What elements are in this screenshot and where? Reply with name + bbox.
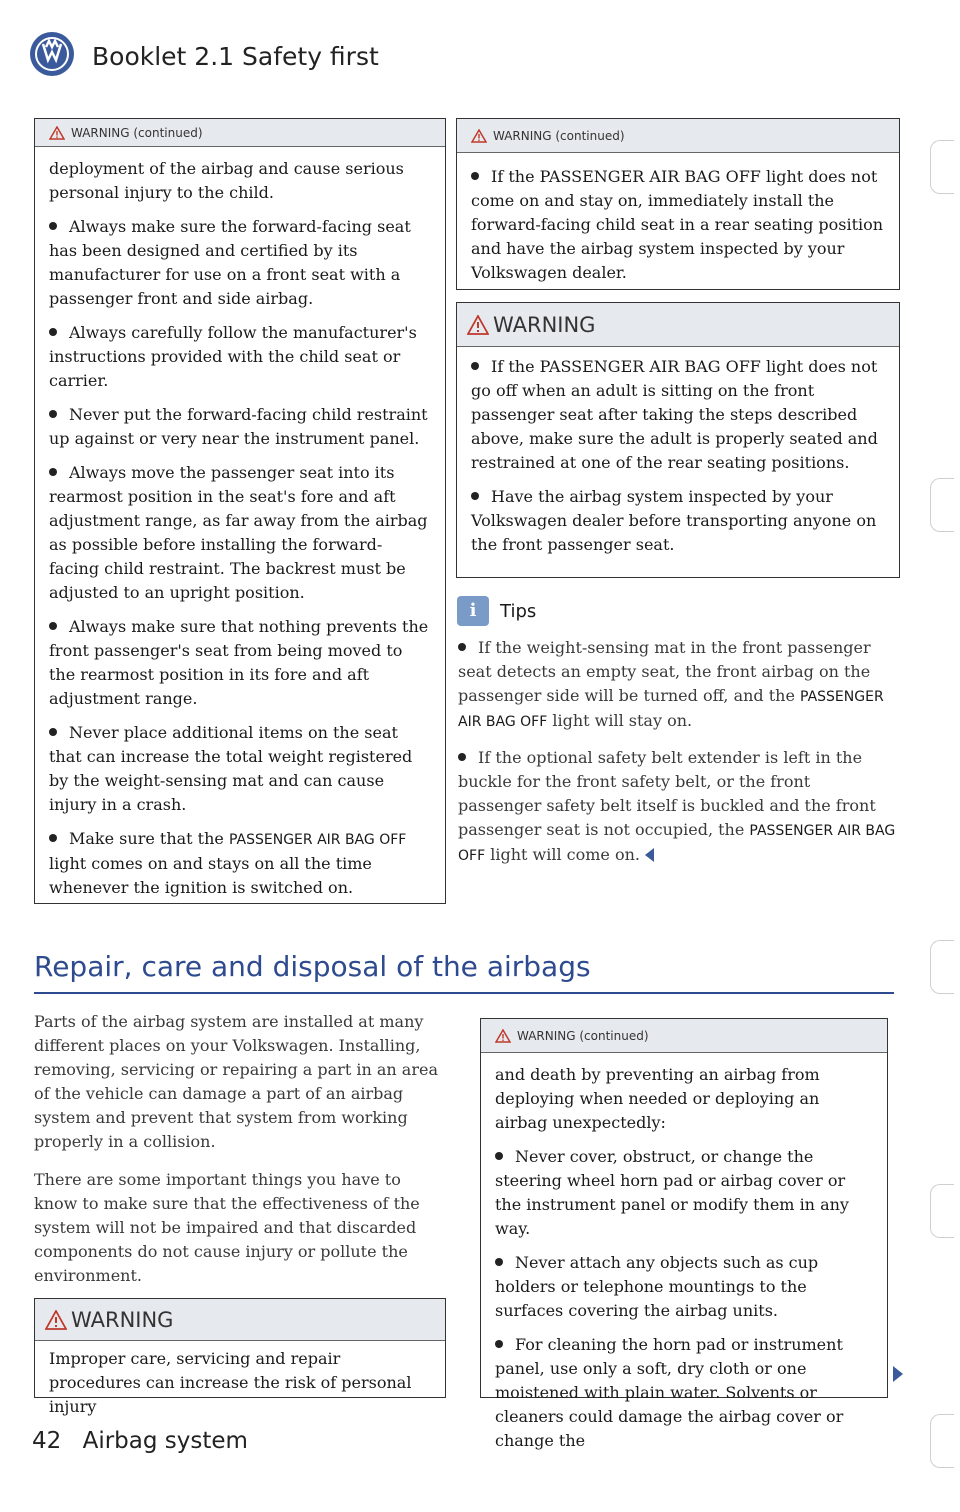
warning-bullet: Always carefully follow the manufacturer's instructions provided with the child seat or carrier. bbox=[49, 321, 431, 393]
warning-triangle-icon bbox=[467, 315, 489, 335]
paragraph: There are some important things you have to know to make sure that the effectiveness of the system will not be impaired and that discarded components do not cause injury or pollute the environment. bbox=[34, 1170, 420, 1285]
warning-bullet: Always make sure the forward-facing seat has been designed and certified by its manufacturer for use on a front seat with a passenger front and side airbag. bbox=[49, 215, 431, 311]
thumb-tab bbox=[930, 140, 954, 194]
thumb-tab bbox=[930, 1414, 954, 1468]
section-body bbox=[34, 1010, 446, 1302]
warning-triangle-icon bbox=[471, 129, 487, 143]
warning-bullet: Always make sure that nothing prevents the front passenger's seat from being moved to the rearmost position in its fore and aft adjustment range. bbox=[49, 615, 431, 711]
tip-item: If the weight-sensing mat in the front passenger seat detects an empty seat, the front airbag on the passenger side will be turned off, and the PASSENGER AIR BAG OFF light will stay on. bbox=[458, 636, 898, 734]
page-footer bbox=[32, 1428, 248, 1454]
passenger-airbag-off-label: PASSENGER AIR BAG OFF bbox=[228, 832, 407, 848]
warning-heading-text: WARNING bbox=[71, 1308, 174, 1332]
booklet-title: Safety first bbox=[242, 42, 379, 71]
warning-body bbox=[457, 347, 899, 575]
info-icon: i bbox=[457, 596, 489, 626]
warning-heading bbox=[35, 1299, 445, 1341]
section-title: Repair, care and disposal of the airbags bbox=[34, 950, 591, 983]
warning-body bbox=[457, 153, 899, 303]
tips-body bbox=[458, 636, 898, 880]
warning-body bbox=[481, 1053, 887, 1471]
thumb-tab bbox=[930, 1184, 954, 1238]
tip-item: If the optional safety belt extender is left in the buckle for the front safety belt, or the front passenger safety belt itself is buckled and the front passenger seat is not occupied, the PASSENGER AIR BAG OFF light will come on. bbox=[458, 746, 898, 868]
warning-bullet: If the PASSENGER AIR BAG OFF light does not come on and stay on, immediately install the forward-facing child seat in a rear seating position and have the airbag system inspected by your Volkswagen dealer. bbox=[471, 165, 885, 285]
passenger-airbag-off-label: PASSENGER AIR BAG OFF bbox=[458, 823, 896, 864]
paragraph: Parts of the airbag system are installed at many different places on your Volkswagen. Installing, removing, servicing or repairing a part in an area of the vehicle can damage a part of an airbag system and prevent that system from working properly in a collision. bbox=[34, 1012, 438, 1151]
warning-box-right-continued bbox=[456, 118, 900, 290]
warning-intro: deployment of the airbag and cause serious personal injury to the child. bbox=[49, 159, 404, 202]
warning-bullet: Never place additional items on the seat that can increase the total weight registered by the weight-sensing mat and can cause injury in a crash. bbox=[49, 721, 431, 817]
end-marker-icon bbox=[645, 848, 654, 862]
warning-box-bottom-left bbox=[34, 1298, 446, 1416]
warning-bullet: Make sure that the PASSENGER AIR BAG OFF light comes on and stays on all the time whenever the ignition is switched on. bbox=[49, 827, 431, 900]
warning-box-left bbox=[34, 118, 446, 904]
warning-bullet: Have the airbag system inspected by your Volkswagen dealer before transporting anyone on the front passenger seat. bbox=[471, 485, 885, 557]
warning-heading-text: WARNING bbox=[493, 313, 596, 337]
page-number: 42 bbox=[32, 1428, 62, 1454]
warning-body bbox=[35, 147, 445, 918]
section-divider bbox=[34, 992, 894, 994]
warning-heading bbox=[35, 119, 445, 147]
passenger-airbag-off-label: PASSENGER AIR BAG OFF bbox=[458, 689, 884, 730]
warning-text: Improper care, servicing and repair procedures can increase the risk of personal injury bbox=[49, 1349, 412, 1416]
warning-heading-text: WARNING (continued) bbox=[493, 129, 625, 143]
warning-bullet: Never attach any objects such as cup holders or telephone mountings to the surfaces covering the airbag units. bbox=[495, 1251, 873, 1323]
warning-bullet: Never put the forward-facing child restraint up against or very near the instrument panel. bbox=[49, 403, 431, 451]
warning-bullet: Always move the passenger seat into its rearmost position in the seat's fore and aft adjustment range, as far away from the airbag as possible before installing the forward-facing child restraint. The backrest must be adjusted to an upright position. bbox=[49, 461, 431, 605]
booklet-number: Booklet 2.1 bbox=[92, 42, 235, 71]
page-header bbox=[92, 42, 379, 71]
warning-heading bbox=[481, 1019, 887, 1053]
warning-heading-text: WARNING (continued) bbox=[71, 126, 203, 140]
warning-heading bbox=[457, 119, 899, 153]
vw-logo bbox=[30, 32, 74, 76]
warning-triangle-icon bbox=[495, 1029, 511, 1043]
warning-box-right bbox=[456, 302, 900, 578]
warning-intro: and death by preventing an airbag from deploying when needed or deploying an airbag unexpectedly: bbox=[495, 1065, 820, 1132]
warning-heading bbox=[457, 303, 899, 347]
warning-triangle-icon bbox=[49, 126, 65, 140]
chapter-title: Airbag system bbox=[82, 1428, 248, 1454]
warning-heading-text: WARNING (continued) bbox=[517, 1029, 649, 1043]
warning-triangle-icon bbox=[45, 1310, 67, 1330]
continued-arrow-icon bbox=[893, 1366, 903, 1382]
thumb-tab bbox=[930, 940, 954, 994]
warning-body bbox=[35, 1341, 445, 1437]
warning-bullet: If the PASSENGER AIR BAG OFF light does not go off when an adult is sitting on the front passenger seat after taking the steps described above, make sure the adult is properly seated and restrained at one of the rear seating positions. bbox=[471, 355, 885, 475]
thumb-tab bbox=[930, 478, 954, 532]
tips-heading: Tips bbox=[500, 601, 537, 622]
warning-bullet: For cleaning the horn pad or instrument panel, use only a soft, dry cloth or one moistened with plain water. Solvents or cleaners could damage the airbag cover or change the bbox=[495, 1333, 873, 1453]
warning-bullet: Never cover, obstruct, or change the steering wheel horn pad or airbag cover or the instrument panel or modify them in any way. bbox=[495, 1145, 873, 1241]
warning-box-bottom-right bbox=[480, 1018, 888, 1450]
